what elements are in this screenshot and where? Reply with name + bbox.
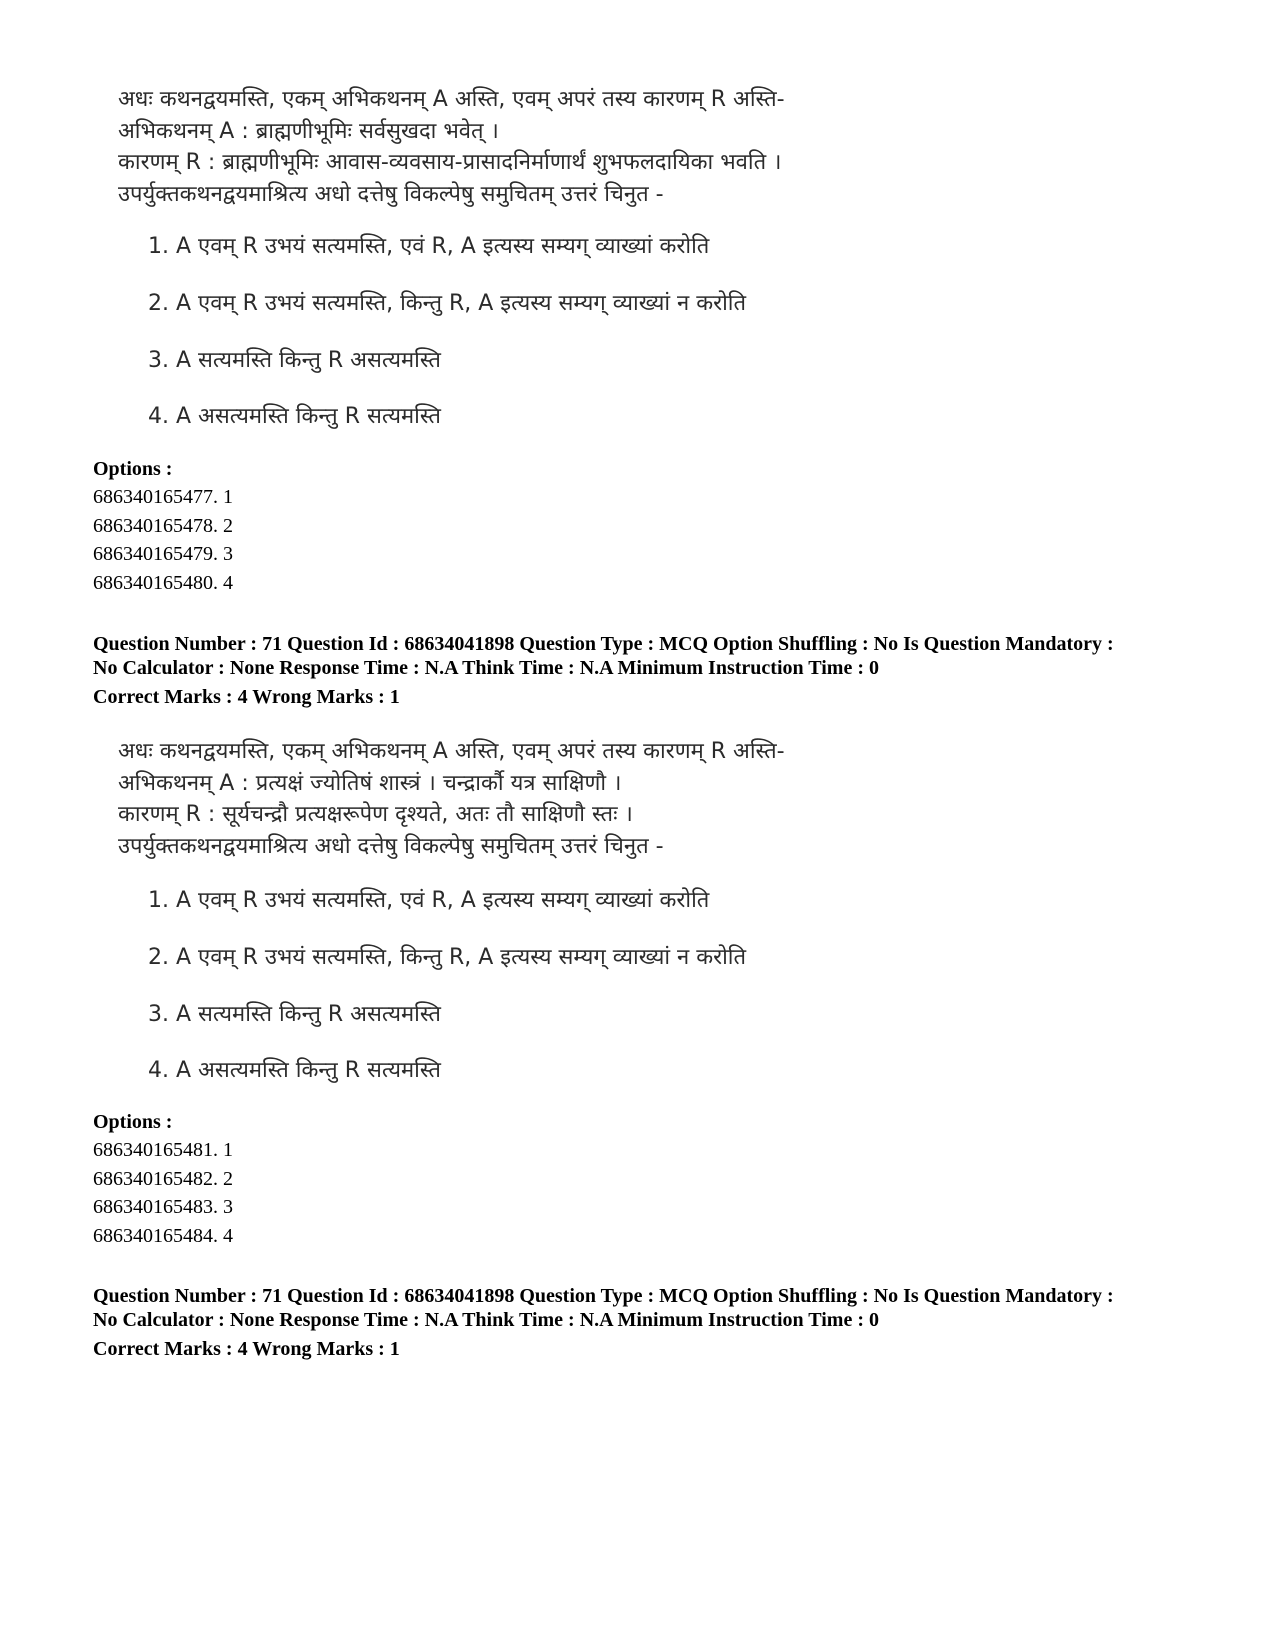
options-section [93,1108,1213,1250]
choice-1: 1. A एवम् R उभयं सत्यमस्ति, एवं R, A इत्यस्य सम्यग् व्याख्यां करोति [148,234,710,259]
choice-4: 4. A असत्यमस्ति किन्तु R सत्यमस्ति [148,404,441,429]
question-meta [93,1284,1213,1361]
choice-2: 2. A एवम् R उभयं सत्यमस्ति, किन्तु R, A इत्यस्य सम्यग् व्याख्यां न करोति [148,945,747,970]
choice-3: 3. A सत्यमस्ति किन्तु R असत्यमस्ति [148,348,441,373]
assertion-line: अभिकथनम् A : ब्राह्मणीभूमिः सर्वसुखदा भवेत् । [118,118,499,144]
question-text [118,84,1118,210]
reason-line: कारणम् R : सूर्यचन्द्रौ प्रत्यक्षरूपेण दृश्यते, अतः तौ साक्षिणौ स्तः । [118,802,633,827]
option-id-4: 686340165484. 4 [93,1224,233,1247]
marks-line: Correct Marks : 4 Wrong Marks : 1 [93,686,400,708]
option-id-1: 686340165481. 1 [93,1139,233,1161]
question-meta [93,632,1213,709]
options-section [93,455,1213,597]
choice-1: 1. A एवम् R उभयं सत्यमस्ति, एवं R, A इत्यस्य सम्यग् व्याख्यां करोति [148,888,710,913]
question-intro: अधः कथनद्वयमस्ति, एकम् अभिकथनम् A अस्ति, एवम् अपरं तस्य कारणम् R अस्ति- [118,87,785,112]
options-label: Options : [93,1111,173,1133]
choice-4: 4. A असत्यमस्ति किन्तु R सत्यमस्ति [148,1058,441,1083]
choice-3: 3. A सत्यमस्ति किन्तु R असत्यमस्ति [148,1002,441,1027]
option-id-2: 686340165482. 2 [93,1167,233,1190]
option-id-2: 686340165478. 2 [93,514,233,537]
instruction-line: उपर्युक्तकथनद्वयमाश्रित्य अधो दत्तेषु विकल्पेषु समुचितम् उत्तरं चिनुत - [118,833,664,859]
question-intro: अधः कथनद्वयमस्ति, एकम् अभिकथनम् A अस्ति, एवम् अपरं तस्य कारणम् R अस्ति- [118,739,785,764]
meta-line-1: Question Number : 71 Question Id : 68634041898 Question Type : MCQ Option Shuffling : No Is Question Mandatory : [93,633,1114,655]
choice-2: 2. A एवम् R उभयं सत्यमस्ति, किन्तु R, A इत्यस्य सम्यग् व्याख्यां न करोति [148,291,747,316]
reason-line: कारणम् R : ब्राह्मणीभूमिः आवास-व्यवसाय-प्रासादनिर्माणार्थं शुभफलदायिका भवति । [118,150,782,175]
option-id-1: 686340165477. 1 [93,486,233,508]
assertion-line: अभिकथनम् A : प्रत्यक्षं ज्योतिषं शास्त्रं । चन्द्रार्कौ यत्र साक्षिणौ । [118,770,622,796]
option-id-4: 686340165480. 4 [93,571,233,594]
options-label: Options : [93,458,173,480]
instruction-line: उपर्युक्तकथनद्वयमाश्रित्य अधो दत्तेषु विकल्पेषु समुचितम् उत्तरं चिनुत - [118,181,664,207]
marks-line: Correct Marks : 4 Wrong Marks : 1 [93,1338,400,1360]
question-text [118,736,1118,862]
meta-line-2: No Calculator : None Response Time : N.A Think Time : N.A Minimum Instruction Time : 0 [93,657,879,679]
option-id-3: 686340165479. 3 [93,543,233,565]
meta-line-2: No Calculator : None Response Time : N.A Think Time : N.A Minimum Instruction Time : 0 [93,1309,879,1331]
meta-line-1: Question Number : 71 Question Id : 68634041898 Question Type : MCQ Option Shuffling : No Is Question Mandatory : [93,1285,1114,1307]
option-id-3: 686340165483. 3 [93,1196,233,1218]
